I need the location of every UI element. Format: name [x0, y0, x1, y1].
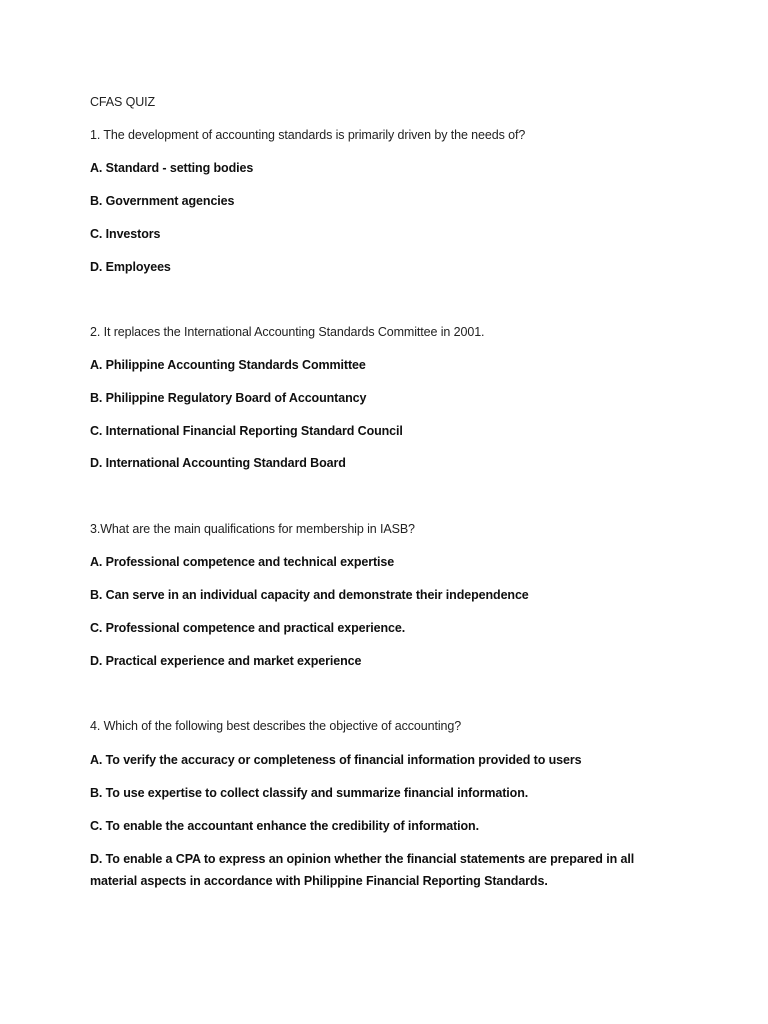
question-2-option-c: C. International Financial Reporting Standard Council [90, 424, 403, 438]
question-1-option-d: D. Employees [90, 260, 171, 274]
question-2-option-d: D. International Accounting Standard Board [90, 456, 346, 470]
question-2-text: 2. It replaces the International Accounting Standards Committee in 2001. [90, 325, 485, 339]
question-4-text: 4. Which of the following best describes the objective of accounting? [90, 719, 462, 733]
question-3-text: 3.What are the main qualifications for membership in IASB? [90, 522, 415, 536]
question-1-option-c: C. Investors [90, 227, 161, 241]
question-1-option-a: A. Standard - setting bodies [90, 161, 254, 175]
question-1-option-b: B. Government agencies [90, 194, 235, 208]
question-3-option-a: A. Professional competence and technical expertise [90, 555, 395, 569]
question-4-option-c: C. To enable the accountant enhance the credibility of information. [90, 819, 479, 833]
question-4-option-d: D. To enable a CPA to express an opinion whether the financial statements are prepared in all material aspects in accordance with Philippine Financial Reporting Standards. [90, 852, 635, 888]
question-3-option-b: B. Can serve in an individual capacity and demonstrate their independence [90, 588, 529, 602]
question-2-option-a: A. Philippine Accounting Standards Committee [90, 358, 366, 372]
question-3-option-d: D. Practical experience and market experience [90, 654, 362, 668]
question-2-option-b: B. Philippine Regulatory Board of Accountancy [90, 391, 367, 405]
page-title: CFAS QUIZ [90, 95, 156, 109]
question-3-option-c: C. Professional competence and practical experience. [90, 621, 406, 635]
question-1-text: 1. The development of accounting standards is primarily driven by the needs of? [90, 128, 526, 142]
question-4-option-b: B. To use expertise to collect classify and summarize financial information. [90, 786, 529, 800]
question-4-option-a: A. To verify the accuracy or completeness of financial information provided to users [90, 753, 582, 767]
